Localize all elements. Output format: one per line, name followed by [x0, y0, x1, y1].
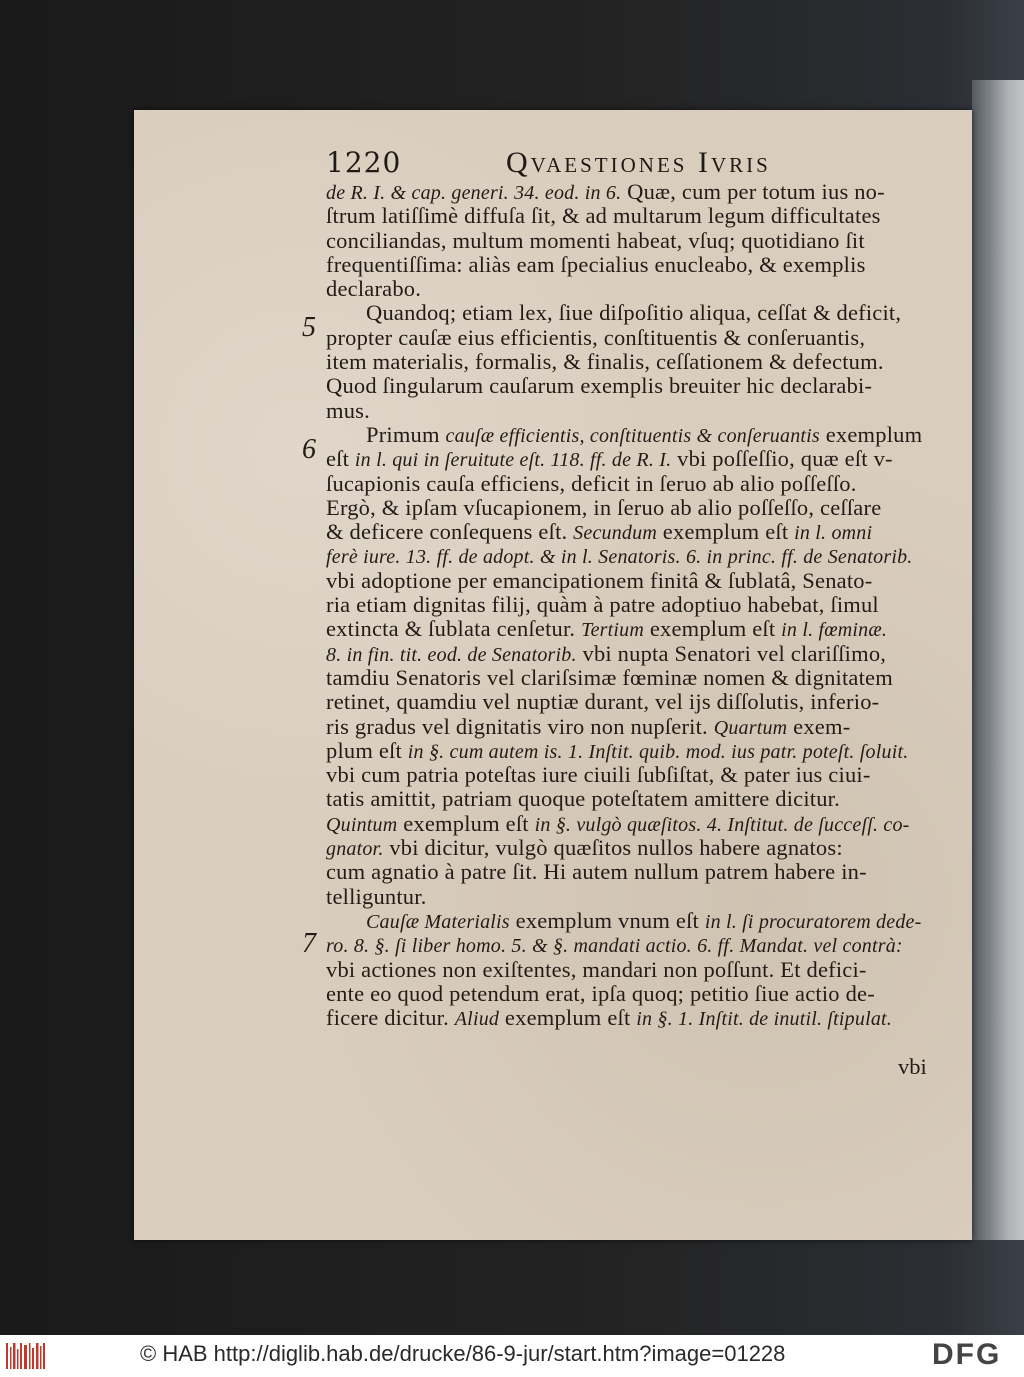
- text-line: [326, 836, 946, 860]
- text-segment: vbi actiones non exiſtentes, mandari non poſſunt. Et defici-: [326, 956, 867, 982]
- text-line: [326, 860, 946, 884]
- dfg-logo: DFG: [932, 1338, 1002, 1371]
- text-segment: Quæ, cum per totum ius no-: [621, 179, 885, 204]
- text-line: [326, 909, 946, 933]
- page-number: 1220: [326, 146, 402, 179]
- text-line: [326, 958, 946, 982]
- text-line: [326, 739, 946, 763]
- text-line: [326, 253, 946, 277]
- text-segment: exemplum eſt: [397, 810, 535, 836]
- text-segment: & deficere conſequens eſt.: [326, 519, 574, 545]
- text-line: [326, 399, 946, 423]
- italic-citation: Tertium: [581, 619, 644, 642]
- text-line: [326, 423, 946, 447]
- text-segment: eſt: [326, 446, 355, 472]
- text-line: [326, 642, 946, 666]
- text-line: [326, 496, 946, 520]
- text-segment: mus.: [326, 397, 370, 423]
- italic-citation: Secundum: [573, 522, 657, 545]
- italic-citation: de R. I. & cap. generi. 34. eod. in 6.: [326, 182, 622, 204]
- text-line: [326, 1006, 946, 1030]
- italic-citation: in l. omni: [794, 522, 873, 545]
- text-segment: vbi adoptione per emancipationem finitâ & ſublatâ, Senato-: [326, 567, 873, 593]
- text-segment: exemplum eſt: [644, 616, 782, 642]
- text-line: [326, 982, 946, 1006]
- text-segment: telliguntur.: [326, 883, 427, 909]
- text-segment: Quod ſingularum cauſarum exemplis breuiter hic declarabi-: [326, 373, 873, 399]
- text-segment: vbi poſſeſſio, quæ eſt v-: [671, 446, 893, 472]
- text-segment: cum agnatio à patre ſit. Hi autem nullum patrem habere in-: [326, 859, 867, 885]
- text-segment: extincta & ſublata cenſetur.: [326, 616, 582, 642]
- text-line: [326, 690, 946, 714]
- body-text: [326, 180, 946, 1030]
- text-line: [326, 715, 946, 739]
- text-line: [326, 787, 946, 811]
- text-line: [326, 472, 946, 496]
- text-line: [326, 569, 946, 593]
- text-segment: plum eſt: [326, 737, 408, 763]
- italic-citation: in l. ſi procuratorem dede-: [704, 910, 922, 933]
- text-segment: exemplum: [819, 421, 923, 447]
- text-segment: vbi cum patria poteſtas iure ciuili ſubſiſtat, & pater ius ciui-: [326, 762, 871, 788]
- text-line: [326, 326, 946, 350]
- text-line: [326, 763, 946, 787]
- text-line: [326, 617, 946, 641]
- text-segment: vbi dicitur, vulgò quæſitos nullos habere agnatos:: [383, 835, 843, 861]
- italic-citation: in §. cum autem is. 1. Inſtit. quib. mod. ius patr. poteſt. ſoluit.: [407, 740, 909, 763]
- catchword: vbi: [898, 1054, 927, 1079]
- text-segment: ſucapionis cauſa efficiens, deficit in ſeruo ab alio poſſeſſo.: [326, 470, 857, 496]
- text-segment: exemplum eſt: [499, 1005, 637, 1031]
- italic-citation: in §. 1. Inſtit. de inutil. ſtipulat.: [636, 1008, 892, 1031]
- text-segment: ria etiam dignitas filij, quàm à patre adoptiuo habebat, ſimul: [326, 592, 879, 618]
- text-line: [326, 885, 946, 909]
- italic-citation: Quintum: [326, 813, 398, 836]
- text-segment: declarabo.: [326, 276, 422, 302]
- italic-citation: ro. 8. §. ſi liber homo. 5. & §. mandati actio. 6. ff. Mandat. vel contrà:: [326, 935, 903, 958]
- text-line: [326, 229, 946, 253]
- italic-citation: gnator.: [326, 838, 384, 861]
- text-segment: Quandoq; etiam lex, ſiue diſpoſitio aliqua, ceſſat & deficit,: [366, 300, 902, 326]
- text-segment: ente eo quod petendum erat, ipſa quoq; petitio ſiue actio de-: [326, 980, 875, 1006]
- text-line: [326, 180, 946, 204]
- text-line: [326, 544, 946, 568]
- page-header: [326, 146, 796, 182]
- text-line: [326, 277, 946, 301]
- text-segment: vbi nupta Senatori vel clariſſimo,: [576, 640, 887, 666]
- text-line: [326, 593, 946, 617]
- italic-citation: in l. qui in ſeruitute eſt. 118. ff. de R. I.: [354, 449, 672, 472]
- text-segment: conciliandas, multum momenti habeat, vſuq; quotidiano ſit: [326, 227, 865, 253]
- text-segment: ficere dicitur.: [326, 1005, 455, 1031]
- text-line: [326, 204, 946, 228]
- text-segment: tatis amittit, patriam quoque poteſtatem amittere dicitur.: [326, 786, 840, 812]
- text-segment: exem-: [787, 713, 851, 739]
- italic-citation: in l. fœminæ.: [781, 619, 888, 642]
- text-segment: Ergò, & ipſam vſucapionem, in ſeruo ab alio poſſeſſo, ceſſare: [326, 494, 882, 520]
- text-segment: Primum: [366, 421, 446, 447]
- text-segment: exemplum eſt: [656, 519, 795, 545]
- text-segment: propter cauſæ eius efficientis, conſtituentis & conſeruantis,: [326, 324, 866, 350]
- footer-bar: [0, 1335, 1024, 1377]
- adjacent-page-edge: [972, 80, 1024, 1240]
- italic-citation: 8. in fin. tit. eod. de Senatorib.: [326, 643, 577, 666]
- text-segment: retinet, quamdiu vel nuptiæ durant, vel ijs diſſolutis, inferio-: [326, 689, 880, 715]
- italic-citation: Quartum: [713, 716, 788, 739]
- italic-citation: in §. vulgò quæſitos. 4. Inſtitut. de ſucceſſ. co-: [534, 813, 910, 836]
- italic-citation: ferè iure. 13. ff. de adopt. & in l. Senatoris. 6. in princ. ff. de Senatorib.: [326, 546, 913, 569]
- text-segment: ſtrum latiſſimè diffuſa ſit, & ad multarum legum difficultates: [326, 203, 881, 229]
- text-line: [326, 520, 946, 544]
- text-segment: frequentiſſima: aliàs eam ſpecialius enucleabo, & exemplis: [326, 251, 866, 277]
- text-line: [326, 301, 946, 325]
- copyright-url[interactable]: © HAB http://diglib.hab.de/drucke/86-9-jur/start.htm?image=01228: [140, 1341, 786, 1366]
- text-line: [326, 933, 946, 957]
- text-segment: tamdiu Senatoris vel clariſsimæ fœminæ nomen & dignitatem: [326, 664, 893, 690]
- text-line: [326, 812, 946, 836]
- text-line: [326, 350, 946, 374]
- text-line: [326, 666, 946, 690]
- text-segment: exemplum vnum eſt: [509, 907, 705, 933]
- italic-citation: Cauſæ Materialis: [366, 910, 510, 933]
- text-segment: item materialis, formalis, & finalis, ceſſationem & defectum.: [326, 349, 884, 375]
- text-line: [326, 447, 946, 471]
- margin-number-5: 5: [302, 312, 316, 343]
- running-head: Qvaestiones Ivris: [506, 146, 771, 179]
- margin-number-7: 7: [302, 928, 316, 959]
- hab-barcode-logo-icon: [4, 1339, 48, 1373]
- margin-number-6: 6: [302, 434, 316, 465]
- italic-citation: cauſæ efficientis, conſtituentis & conſeruantis: [445, 424, 820, 447]
- text-segment: ris gradus vel dignitatis viro non nupſerit.: [326, 713, 714, 739]
- text-line: [326, 374, 946, 398]
- italic-citation: Aliud: [454, 1008, 500, 1031]
